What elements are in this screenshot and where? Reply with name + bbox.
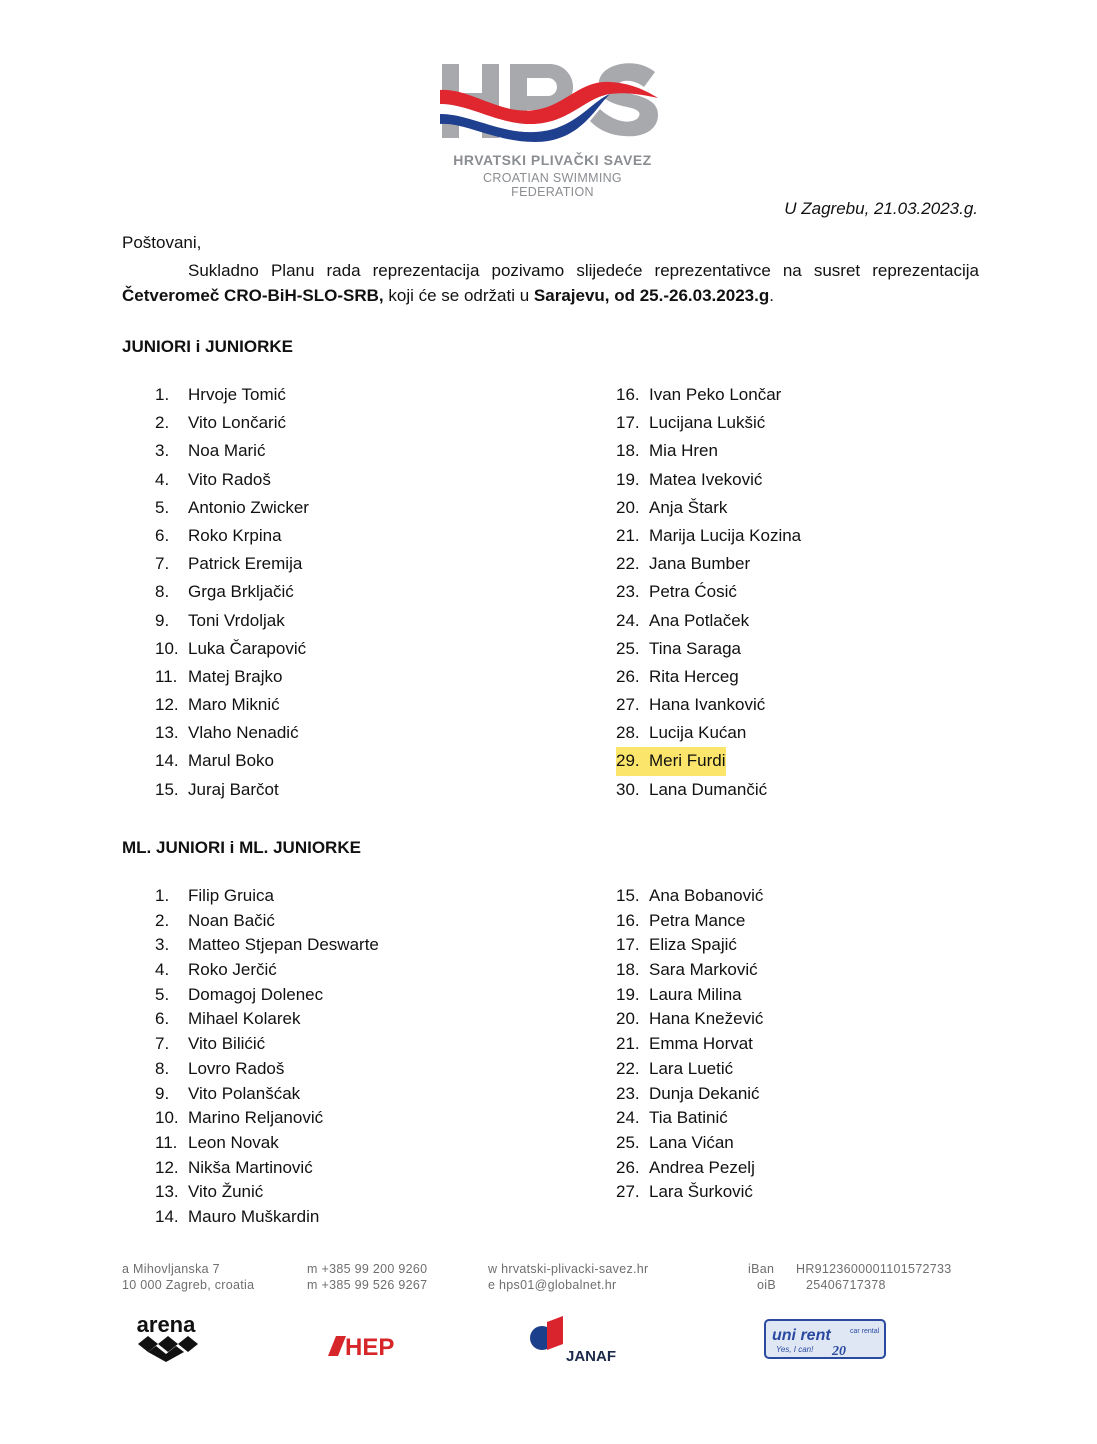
intro-text-3: .	[769, 286, 774, 305]
entry	[155, 437, 265, 465]
entry-number: 28.	[616, 723, 640, 743]
entry	[616, 607, 749, 635]
entry-name: Tina Saraga	[649, 638, 741, 658]
list-item	[155, 958, 379, 983]
unirent-logo	[765, 1320, 885, 1359]
entry-number: 16.	[616, 910, 640, 930]
footer-bank	[748, 1261, 952, 1293]
list-item	[616, 578, 801, 606]
intro-event-name: Četveromeč CRO-BiH-SLO-SRB,	[122, 286, 384, 305]
entry-name: Emma Horvat	[649, 1034, 753, 1054]
entry	[155, 747, 274, 775]
list-item	[155, 1180, 379, 1205]
entry-number: 23.	[616, 1083, 640, 1103]
list-item	[616, 466, 801, 494]
entry-name: Vlaho Nenadić	[188, 723, 299, 743]
entry-number: 24.	[616, 610, 640, 630]
list-item	[616, 933, 763, 958]
entry-name: Sara Marković	[649, 960, 758, 980]
entry-number: 16.	[616, 385, 640, 404]
list-item	[616, 884, 763, 909]
list-item	[155, 719, 309, 747]
list-item	[155, 1156, 379, 1181]
entry-number: 15.	[155, 779, 179, 799]
entry	[616, 1180, 753, 1205]
entry	[155, 933, 379, 958]
entry	[155, 635, 306, 663]
list-item	[616, 1106, 763, 1131]
footer-phones	[307, 1261, 427, 1293]
list-item	[616, 409, 801, 437]
list-item	[616, 691, 801, 719]
entry	[616, 909, 745, 934]
list-item	[155, 747, 309, 775]
entry	[155, 466, 271, 494]
entry-name: Filip Gruica	[188, 886, 274, 905]
entry	[155, 607, 285, 635]
list-item	[155, 466, 309, 494]
section-heading-younger-juniors: ML. JUNIORI i ML. JUNIORKE	[122, 838, 361, 857]
entry-name: Petra Ćosić	[649, 582, 737, 602]
entry-name: Juraj Barčot	[188, 779, 279, 799]
greeting: Poštovani,	[122, 233, 202, 252]
entry-name: Dunja Dekanić	[649, 1083, 760, 1103]
document-date: U Zagrebu, 21.03.2023.g.	[784, 199, 978, 218]
entry-name: Lovro Radoš	[188, 1058, 285, 1078]
footer-address	[122, 1261, 254, 1293]
entry-number: 29.	[616, 751, 640, 771]
entry	[155, 884, 274, 909]
entry-name: Ana Bobanović	[649, 886, 764, 905]
entry-name: Noan Bačić	[188, 910, 275, 930]
list-item	[155, 909, 379, 934]
list-item	[616, 983, 763, 1008]
oib-label: oiB	[757, 1278, 776, 1292]
entry-name: Lara Šurković	[649, 1182, 753, 1202]
entry-name: Hana Ivanković	[649, 695, 766, 715]
list-item	[155, 437, 309, 465]
entry-name: Matteo Stjepan Deswarte	[188, 935, 379, 955]
entry-number: 22.	[616, 1058, 640, 1078]
entry-number: 25.	[616, 1132, 640, 1152]
entry-number: 11.	[155, 666, 178, 686]
list-item	[616, 1032, 763, 1057]
entry	[616, 1057, 733, 1082]
address-line-1: a Mihovljanska 7	[122, 1262, 220, 1276]
entry-number: 8.	[155, 1058, 170, 1078]
entry-name: Marino Reljanović	[188, 1108, 324, 1128]
entry	[616, 719, 746, 747]
entry-number: 20.	[616, 1009, 640, 1029]
web-line[interactable]: w hrvatski-plivacki-savez.hr	[488, 1262, 649, 1276]
entry-name: Laura Milina	[649, 984, 742, 1004]
entry-name: Grga Brkljačić	[188, 582, 294, 602]
entry-number: 18.	[616, 960, 640, 980]
entry-number: 23.	[616, 582, 640, 602]
entry	[155, 909, 275, 934]
entry-number: 6.	[155, 525, 170, 545]
list-item	[155, 1032, 379, 1057]
entry-name: Roko Jerčić	[188, 960, 277, 980]
entry-name: Andrea Pezelj	[649, 1157, 755, 1177]
entry	[155, 958, 277, 983]
entry-number: 17.	[616, 413, 640, 433]
entry-number: 15.	[616, 886, 640, 905]
list-item	[155, 607, 309, 635]
entry-number: 5.	[155, 497, 170, 517]
entry-number: 7.	[155, 554, 170, 574]
list-item	[155, 578, 309, 606]
janaf-wordmark: JANAF	[566, 1348, 617, 1365]
entry-number: 11.	[155, 1132, 178, 1152]
hep-logo	[328, 1334, 394, 1361]
entry	[616, 776, 767, 804]
entry	[616, 884, 763, 909]
entry	[155, 1057, 284, 1082]
list-item	[616, 958, 763, 983]
list-item	[616, 1057, 763, 1082]
entry-name: Meri Furdi	[649, 751, 726, 771]
entry-name: Vito Žunić	[188, 1182, 264, 1202]
entry-number: 3.	[155, 935, 170, 955]
unirent-years: 20	[832, 1344, 846, 1359]
entry-name: Nikša Martinović	[188, 1157, 313, 1177]
entry-name: Petra Mance	[649, 910, 746, 930]
entry-number: 5.	[155, 984, 170, 1004]
list-item	[616, 747, 801, 775]
entry	[616, 381, 781, 409]
list-item	[616, 663, 801, 691]
entry	[155, 983, 323, 1008]
arena-wordmark: arena	[136, 1312, 196, 1337]
entry	[616, 522, 801, 550]
phone-line-2: m +385 99 526 9267	[307, 1278, 428, 1292]
list-item	[616, 776, 801, 804]
list-item	[155, 1131, 379, 1156]
hps-logo	[440, 60, 665, 142]
entry-number: 1.	[155, 385, 170, 404]
entry-number: 12.	[155, 695, 179, 715]
entry-number: 4.	[155, 469, 170, 489]
entry-number: 21.	[616, 1034, 640, 1054]
entry-number: 24.	[616, 1108, 640, 1128]
entry-number: 27.	[616, 1182, 640, 1202]
entry-number: 8.	[155, 582, 170, 602]
unirent-tag: car rental	[850, 1328, 880, 1335]
list-item	[155, 1082, 379, 1107]
entry-number: 27.	[616, 695, 640, 715]
entry-number: 10.	[155, 638, 179, 658]
entry-name: Antonio Zwicker	[188, 497, 309, 517]
entry-number: 2.	[155, 910, 170, 930]
entry	[155, 1007, 300, 1032]
entry-name: Hana Knežević	[649, 1009, 764, 1029]
entry-number: 19.	[616, 469, 640, 489]
unirent-slogan: Yes, I can!	[776, 1345, 814, 1354]
list-item	[616, 635, 801, 663]
entry-name: Eliza Spajić	[649, 935, 737, 955]
entry	[155, 1082, 300, 1107]
entry-name: Lana Vićan	[649, 1132, 734, 1152]
entry-name: Rita Herceg	[649, 666, 739, 686]
janaf-logo	[530, 1316, 616, 1365]
entry-name: Vito Polanšćak	[188, 1083, 301, 1103]
entry-number: 26.	[616, 1157, 640, 1177]
list-item	[155, 1057, 379, 1082]
list-item	[155, 522, 309, 550]
unirent-wordmark: uni rent	[772, 1327, 831, 1344]
iban-label: iBan	[748, 1262, 775, 1276]
list-item	[155, 550, 309, 578]
entry	[616, 494, 727, 522]
juniors-list-right	[616, 381, 801, 804]
entry-number: 14.	[155, 751, 179, 771]
entry-name: Lana Dumančić	[649, 779, 768, 799]
list-item	[155, 663, 309, 691]
entry-name: Anja Štark	[649, 497, 728, 517]
list-item	[155, 691, 309, 719]
logo-subtitle: CROATIAN SWIMMING FEDERATION	[483, 171, 622, 199]
section-heading-juniors: JUNIORI i JUNIORKE	[122, 337, 293, 356]
email-line[interactable]: e hps01@globalnet.hr	[488, 1278, 617, 1292]
intro-text-2: koji će se održati u	[383, 286, 534, 305]
entry-name: Matej Brajko	[188, 666, 283, 686]
entry-number: 9.	[155, 610, 170, 630]
entry-number: 10.	[155, 1108, 179, 1128]
entry	[616, 1082, 760, 1107]
entry-name: Leon Novak	[188, 1132, 279, 1152]
list-item	[616, 381, 801, 409]
list-item	[616, 437, 801, 465]
entry	[616, 663, 739, 691]
entry-name: Lucijana Lukšić	[649, 413, 766, 433]
entry	[616, 635, 741, 663]
entry-number: 12.	[155, 1157, 179, 1177]
entry-number: 3.	[155, 441, 170, 461]
sponsor-logos	[0, 1312, 1097, 1372]
entry-number: 1.	[155, 886, 170, 905]
entry	[616, 437, 718, 465]
entry-number: 6.	[155, 1009, 170, 1029]
entry-name: Ivan Peko Lončar	[649, 385, 782, 404]
list-item	[616, 1156, 763, 1181]
entry	[155, 381, 286, 409]
entry-name: Vito Bilićić	[188, 1034, 266, 1054]
entry	[155, 494, 309, 522]
entry	[155, 522, 282, 550]
list-item	[155, 933, 379, 958]
entry-number: 7.	[155, 1034, 170, 1054]
list-item	[155, 884, 379, 909]
arena-logo	[137, 1312, 198, 1362]
list-item	[155, 983, 379, 1008]
entry	[155, 1205, 319, 1230]
entry-name: Maro Miknić	[188, 695, 280, 715]
entry-number: 19.	[616, 984, 640, 1004]
entry-name: Vito Lončarić	[188, 413, 286, 433]
entry	[616, 691, 765, 719]
entry-name: Mihael Kolarek	[188, 1009, 301, 1029]
entry-name: Domagoj Dolenec	[188, 984, 324, 1004]
list-item	[616, 1007, 763, 1032]
entry-name: Luka Čarapović	[188, 638, 307, 658]
list-item	[616, 550, 801, 578]
entry	[155, 578, 294, 606]
entry	[616, 958, 758, 983]
entry	[155, 550, 302, 578]
list-item	[616, 494, 801, 522]
entry-number: 13.	[155, 1182, 179, 1202]
iban-value: HR9123600001101572733	[796, 1262, 952, 1276]
entry-name: Lucija Kućan	[649, 723, 747, 743]
list-item	[155, 1007, 379, 1032]
entry-name: Jana Bumber	[649, 554, 751, 574]
list-item	[155, 776, 309, 804]
hep-wordmark: HEP	[345, 1334, 395, 1361]
entry-number: 26.	[616, 666, 640, 686]
entry	[616, 466, 762, 494]
entry-name: Patrick Eremija	[188, 554, 303, 574]
entry	[616, 409, 765, 437]
entry	[155, 1032, 265, 1057]
entry	[616, 1007, 763, 1032]
entry	[155, 1106, 323, 1131]
entry	[616, 1131, 734, 1156]
entry-name: Roko Krpina	[188, 525, 282, 545]
entry	[155, 409, 286, 437]
entry-number: 20.	[616, 497, 640, 517]
logo-title: HRVATSKI PLIVAČKI SAVEZ	[453, 152, 652, 168]
entry	[155, 691, 280, 719]
list-item	[616, 719, 801, 747]
list-item	[616, 1180, 763, 1205]
list-item	[616, 1131, 763, 1156]
entry	[155, 663, 282, 691]
entry-name: Lara Luetić	[649, 1058, 734, 1078]
entry-name: Mauro Muškardin	[188, 1206, 320, 1226]
entry-number: 9.	[155, 1083, 170, 1103]
list-item	[616, 607, 801, 635]
address-line-2: 10 000 Zagreb, croatia	[122, 1278, 255, 1292]
list-item	[155, 1106, 379, 1131]
highlighted-entry	[616, 747, 726, 775]
entry-name: Ana Potlaček	[649, 610, 750, 630]
entry	[155, 1156, 313, 1181]
younger-juniors-list-left	[155, 884, 379, 1230]
list-item	[616, 1082, 763, 1107]
entry-name: Vito Radoš	[188, 469, 271, 489]
entry	[616, 983, 742, 1008]
phone-line-1: m +385 99 200 9260	[307, 1262, 428, 1276]
list-item	[155, 494, 309, 522]
intro-location-date: Sarajevu, od 25.-26.03.2023.g	[533, 286, 770, 305]
entry-name: Marija Lucija Kozina	[649, 525, 802, 545]
entry-number: 14.	[155, 1206, 179, 1226]
intro-paragraph	[122, 258, 979, 308]
entry-name: Matea Iveković	[649, 469, 763, 489]
footer-web	[488, 1261, 649, 1293]
entry	[616, 933, 737, 958]
entry	[155, 1180, 263, 1205]
entry-number: 13.	[155, 723, 179, 743]
entry-number: 25.	[616, 638, 640, 658]
list-item	[155, 635, 309, 663]
entry	[616, 1106, 728, 1131]
list-item	[155, 409, 309, 437]
entry-name: Toni Vrdoljak	[188, 610, 285, 630]
younger-juniors-list-right	[616, 884, 763, 1205]
entry-name: Hrvoje Tomić	[188, 385, 286, 404]
entry	[616, 1032, 753, 1057]
entry-number: 4.	[155, 960, 170, 980]
entry-number: 30.	[616, 779, 640, 799]
entry-number: 2.	[155, 413, 170, 433]
list-item	[155, 381, 309, 409]
juniors-list-left	[155, 381, 309, 804]
entry	[155, 719, 299, 747]
entry-number: 17.	[616, 935, 640, 955]
entry-number: 21.	[616, 525, 640, 545]
entry-number: 22.	[616, 554, 640, 574]
entry-name: Marul Boko	[188, 751, 274, 771]
list-item	[155, 1205, 379, 1230]
list-item	[616, 522, 801, 550]
entry	[616, 550, 750, 578]
entry	[616, 1156, 755, 1181]
entry-name: Noa Marić	[188, 441, 266, 461]
entry-number: 18.	[616, 441, 640, 461]
entry	[155, 776, 279, 804]
oib-value: 25406717378	[806, 1278, 886, 1292]
entry-name: Tia Batinić	[649, 1108, 728, 1128]
entry	[616, 578, 737, 606]
intro-text-1: Sukladno Planu rada reprezentacija pozivamo slijedeće reprezentativce na susret reprezentacija	[188, 261, 979, 280]
entry	[155, 1131, 279, 1156]
list-item	[616, 909, 763, 934]
entry-name: Mia Hren	[649, 441, 718, 461]
